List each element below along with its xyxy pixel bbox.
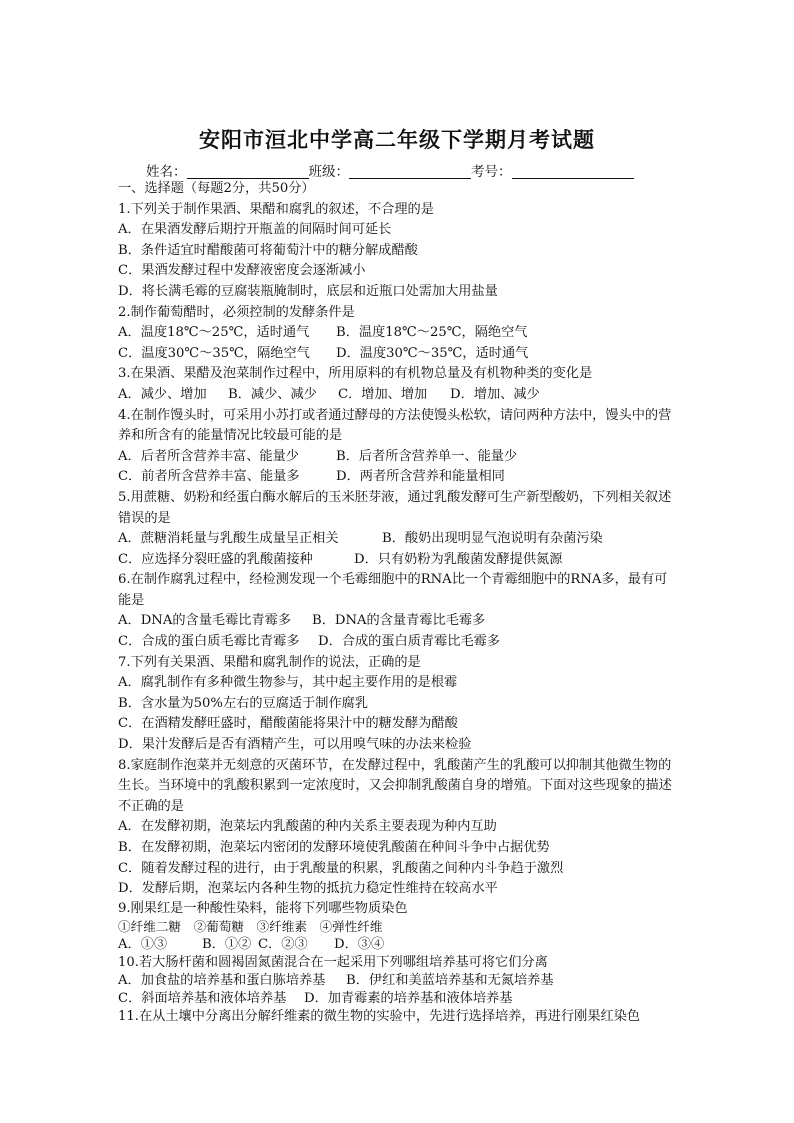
option-a: A．后者所含营养丰富、能量少 — [118, 448, 299, 464]
question-stem: 3.在果酒、果醋及泡菜制作过程中，所用原料的有机物总量及有机物种类的变化是 — [118, 366, 593, 382]
option-c: C．果酒发酵过程中发酵液密度会逐渐减小 — [118, 263, 366, 279]
option-a: A．温度18℃～25℃，适时通气 — [118, 325, 310, 341]
option-d: D．果汁发酵后是否有酒精产生，可以用嗅气味的办法来检验 — [118, 737, 472, 753]
option-a: A．在果酒发酵后期拧开瓶盖的间隔时间可延长 — [118, 222, 392, 238]
question-stem: 11.在从土壤中分离出分解纤维素的微生物的实验中，先进行选择培养，再进行刚果红染色 — [118, 1008, 641, 1024]
option-row — [118, 632, 680, 653]
question-stem: 10.若大肠杆菌和圆褐固氮菌混合在一起采用下列哪组培养基可将它们分离 — [118, 954, 548, 970]
option-row — [118, 990, 680, 1008]
option-row — [118, 550, 680, 571]
option-d: D．温度30℃～35℃，适时通气 — [336, 345, 529, 361]
exam-no-blank — [512, 164, 634, 179]
option-c: C．②③ — [258, 936, 308, 952]
exam-title: 安阳市洹北中学高二年级下学期月考试题 — [199, 127, 595, 152]
option-row — [118, 972, 680, 990]
option-c: C．应选择分裂旺盛的乳酸菌接种 — [118, 551, 313, 567]
option-d: D．增加、减少 — [450, 386, 540, 402]
option-d: D．两者所含营养和能量相同 — [336, 469, 505, 485]
option-b: B．伊红和美蓝培养基和无氮培养基 — [346, 972, 554, 988]
option-a: A．在发酵初期，泡菜坛内乳酸菌的种内关系主要表现为种内互助 — [118, 819, 497, 835]
option-b: B．酸奶出现明显气泡说明有杂菌污染 — [382, 531, 603, 547]
option-d: D．③④ — [334, 936, 385, 952]
question-stem: 5.用蔗糖、奶粉和经蛋白酶水解后的玉米胚芽液，通过乳酸发酵可生产新型酸奶，下列相关叙述错误的是 — [118, 489, 672, 526]
option-d: D．加青霉素的培养基和液体培养基 — [304, 990, 513, 1006]
question-items: ①纤维二糖 ②葡萄糖 ③纤维素 ④弹性纤维 — [118, 918, 383, 934]
option-c: C．合成的蛋白质毛霉比青霉多 — [118, 634, 300, 650]
option-d: D．只有奶粉为乳酸菌发酵提供氮源 — [354, 551, 563, 567]
class-label: 班级： — [308, 164, 349, 180]
question-stem: 9.刚果红是一种酸性染料，能将下列哪些物质染色 — [118, 900, 408, 916]
option-row — [118, 936, 680, 954]
option-b: B．后者所含营养单一、能量少 — [336, 448, 518, 464]
question-stem: 6.在制作腐乳过程中，经检测发现一个毛霉细胞中的RNA比一个青霉细胞中的RNA多，最有可能是 — [118, 572, 668, 608]
name-label: 姓名： — [146, 164, 187, 180]
option-row — [118, 529, 680, 550]
option-b: B．①② — [202, 936, 252, 952]
exam-no-label: 考号： — [471, 164, 512, 180]
question-stem: 2.制作葡萄醋时，必须控制的发酵条件是 — [118, 304, 355, 320]
option-a: A．减少、增加 — [118, 386, 207, 402]
option-row — [118, 344, 680, 365]
option-row — [118, 611, 680, 632]
option-a: A．蔗糖消耗量与乳酸生成量呈正相关 — [118, 531, 339, 547]
option-row — [118, 323, 680, 344]
option-row — [118, 385, 680, 406]
option-c: C．温度30℃～35℃，隔绝空气 — [118, 345, 310, 361]
option-d: D．将长满毛霉的豆腐装瓶腌制时，底层和近瓶口处需加大用盐量 — [118, 283, 498, 299]
question-stem: 7.下列有关果酒、果醋和腐乳制作的说法，正确的是 — [118, 654, 421, 670]
option-c: C．斜面培养基和液体培养基 — [118, 990, 287, 1006]
question-list — [118, 179, 680, 1026]
option-c: C．随着发酵过程的进行，由于乳酸量的积累，乳酸菌之间种内斗争趋于激烈 — [118, 860, 564, 876]
question-stem: 8.家庭制作泡菜并无刻意的灭菌环节，在发酵过程中，乳酸菌产生的乳酸可以抑制其他微生物的生长。当环境中的乳酸积累到一定浓度时，又会抑制乳酸菌自身的增殖。下面对这些现象的描述不正确的是 — [118, 757, 672, 814]
option-c: C．前者所含营养丰富、能量多 — [118, 469, 300, 485]
option-b: B．减少、减少 — [228, 386, 317, 402]
option-row — [118, 467, 680, 488]
option-b: B．DNA的含量青霉比毛霉多 — [312, 613, 486, 629]
question-stem: 1.下列关于制作果酒、果醋和腐乳的叙述，不合理的是 — [118, 201, 434, 217]
section-heading: 一、选择题（每题2分，共50分） — [118, 181, 315, 196]
option-row — [118, 447, 680, 468]
option-a: A．加食盐的培养基和蛋白胨培养基 — [118, 972, 326, 988]
name-blank — [187, 164, 309, 179]
class-blank — [349, 164, 471, 179]
option-b: B．含水量为50%左右的豆腐适于制作腐乳 — [118, 695, 369, 711]
option-a: A．腐乳制作有多种微生物参与，其中起主要作用的是根霉 — [118, 675, 458, 691]
option-c: C．增加、增加 — [338, 386, 428, 402]
option-b: B．温度18℃～25℃，隔绝空气 — [336, 325, 528, 341]
option-c: C．在酒精发酵旺盛时，醋酸菌能将果汁中的糖发酵为醋酸 — [118, 716, 458, 732]
option-b: B．条件适宜时醋酸菌可将葡萄汁中的糖分解成醋酸 — [118, 242, 418, 258]
option-d: D．合成的蛋白质青霉比毛霉多 — [318, 634, 501, 650]
option-a: A．①③ — [118, 936, 168, 952]
option-d: D．发酵后期，泡菜坛内各种生物的抵抗力稳定性维持在较高水平 — [118, 881, 498, 897]
option-a: A．DNA的含量毛霉比青霉多 — [118, 613, 292, 629]
option-b: B．在发酵初期，泡菜坛内密闭的发酵环境使乳酸菌在种间斗争中占据优势 — [118, 840, 550, 855]
student-info-row — [146, 160, 666, 180]
question-stem: 4.在制作馒头时，可采用小苏打或者通过酵母的方法使馒头松软，请问两种方法中，馒头中的营养和所含有的能量情况比较最可能的是 — [118, 407, 672, 444]
